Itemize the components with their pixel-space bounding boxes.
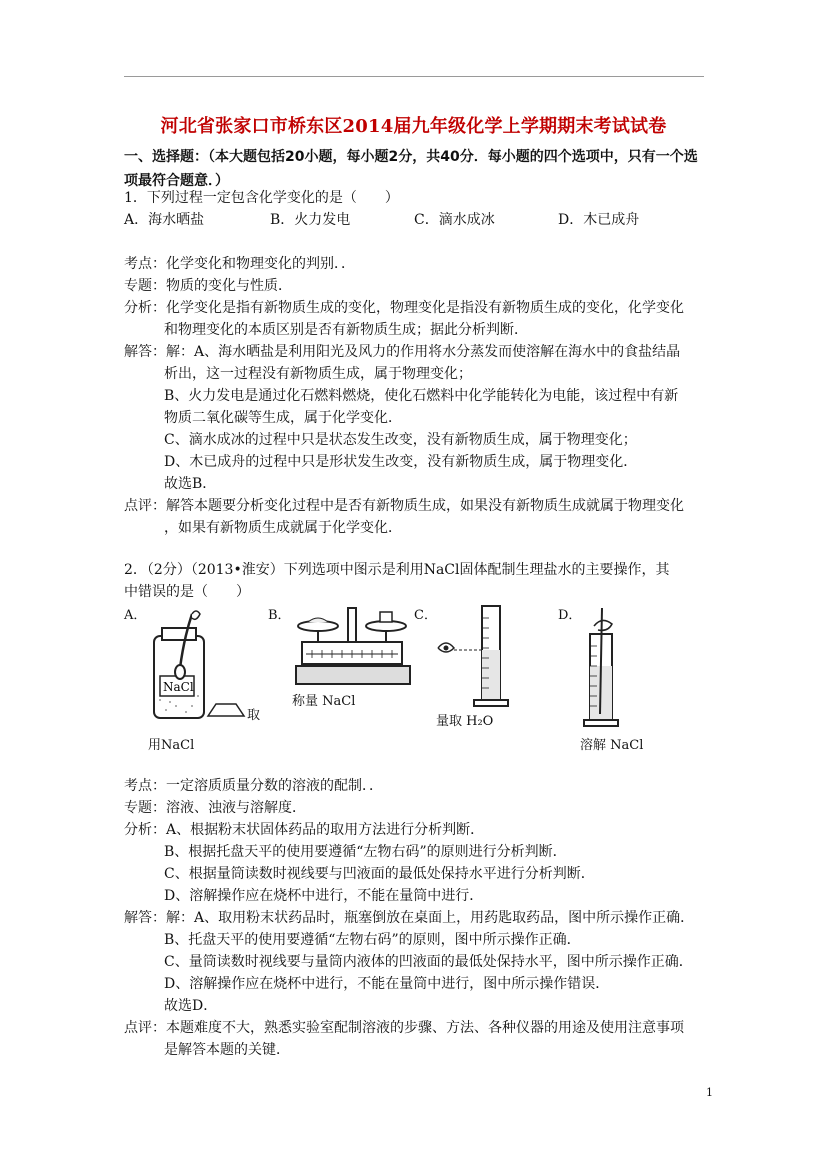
q2-fenxi-line: D、溶解操作应在烧杯中进行，不能在量筒中进行． bbox=[164, 888, 484, 904]
q2-zhuanti: 专题：溶液、浊液与溶解度． bbox=[124, 800, 306, 816]
q2-jieda-line: 故选D． bbox=[164, 998, 218, 1014]
q2-jieda-line: 解答：解：A、取用粉末状药品时，瓶塞倒放在桌面上，用药匙取药品，图中所示操作正确． bbox=[124, 910, 695, 926]
caption-d: 溶解 NaCl bbox=[580, 738, 644, 753]
figure-b-balance bbox=[292, 600, 414, 686]
q2-dianping-line: 是解答本题的关键． bbox=[164, 1042, 290, 1058]
q2-jieda-line: D、溶解操作应在烧杯中进行，不能在量筒中进行，图中所示操作错误． bbox=[164, 976, 610, 992]
figure-c-cylinder bbox=[432, 602, 512, 710]
q1-jieda-line: C、滴水成冰的过程中只是状态发生改变，没有新物质生成，属于物理变化； bbox=[164, 432, 637, 448]
q1-jieda-line: 解答：解：A、海水晒盐是利用阳光及风力的作用将水分蒸发而使溶解在海水中的食盐结晶 bbox=[124, 344, 681, 360]
q1-jieda-line: 析出，这一过程没有新物质生成，属于物理变化； bbox=[164, 366, 472, 382]
q2-jieda-line: B、托盘天平的使用要遵循“左物右码”的原则，图中所示操作正确． bbox=[164, 932, 581, 948]
bottle-label: NaCl bbox=[163, 680, 194, 694]
q1-kaodian: 考点：化学变化和物理变化的判别．． bbox=[124, 256, 355, 272]
q2-fenxi-line: C、根据量筒读数时视线要与凹液面的最低处保持水平进行分析判断． bbox=[164, 866, 595, 882]
q1-option-c: C．滴水成冰 bbox=[414, 212, 495, 228]
fig-label-c: C． bbox=[414, 608, 437, 623]
q2-fenxi-line: B、根据托盘天平的使用要遵循“左物右码”的原则进行分析判断． bbox=[164, 844, 567, 860]
caption-a-use: 用NaCl bbox=[148, 738, 195, 753]
fig-label-b: B． bbox=[268, 608, 291, 623]
q2-dianping-line: 点评：本题难度不大，熟悉实验室配制溶液的步骤、方法、各种仪器的用途及使用注意事项 bbox=[124, 1020, 684, 1036]
q1-jieda-line: 物质二氧化碳等生成，属于化学变化． bbox=[164, 410, 402, 426]
section-heading: 一、选择题：（本大题包括20小题，每小题2分，共40分．每小题的四个选项中，只有一个选项最符合题意．） bbox=[124, 149, 698, 189]
q1-zhuanti: 专题：物质的变化与性质． bbox=[124, 278, 292, 294]
q1-fenxi-line: 分析：化学变化是指有新物质生成的变化，物理变化是指没有新物质生成的变化，化学变化 bbox=[124, 300, 684, 316]
q1-fenxi-line: 和物理变化的本质区别是否有新物质生成；据此分析判断． bbox=[164, 322, 528, 338]
q2-stem-line: 中错误的是（ ） bbox=[124, 584, 250, 600]
caption-c: 量取 H₂O bbox=[436, 714, 494, 729]
q1-option-d: D．木已成舟 bbox=[558, 212, 640, 228]
caption-a-take: 取 bbox=[247, 708, 261, 723]
header-rule bbox=[124, 76, 704, 77]
q1-dianping-line: 点评：解答本题要分析变化过程中是否有新物质生成，如果没有新物质生成就属于物理变化 bbox=[124, 498, 684, 514]
page-title: 河北省张家口市桥东区2014届九年级化学上学期期末考试试卷 bbox=[160, 116, 667, 137]
q2-jieda-line: C、量筒读数时视线要与量筒内液体的凹液面的最低处保持水平，图中所示操作正确． bbox=[164, 954, 693, 970]
figure-d-dissolve bbox=[580, 604, 640, 730]
caption-b: 称量 NaCl bbox=[292, 694, 356, 709]
q2-stem-line: 2．（2分）（2013•淮安）下列选项中图示是利用NaCl固体配制生理盐水的主要操作，其 bbox=[124, 562, 670, 578]
q1-dianping-line: ，如果有新物质生成就属于化学变化． bbox=[164, 520, 402, 536]
q1-option-a: A．海水晒盐 bbox=[124, 212, 205, 228]
q1-jieda-line: 故选B． bbox=[164, 476, 217, 492]
q1-option-b: B．火力发电 bbox=[270, 212, 351, 228]
fig-label-d: D． bbox=[558, 608, 582, 623]
fig-label-a: A． bbox=[124, 608, 147, 623]
q2-kaodian: 考点：一定溶质质量分数的溶液的配制．． bbox=[124, 778, 383, 794]
q1-jieda-line: B、火力发电是通过化石燃料燃烧，使化石燃料中化学能转化为电能，该过程中有新 bbox=[164, 388, 679, 404]
q2-fenxi-line: 分析：A、根据粉末状固体药品的取用方法进行分析判断． bbox=[124, 822, 485, 838]
q1-stem: 1．下列过程一定包含化学变化的是（ ） bbox=[124, 190, 399, 206]
q1-jieda-line: D、木已成舟的过程中只是形状发生改变，没有新物质生成，属于物理变化． bbox=[164, 454, 638, 470]
page-number: 1 bbox=[706, 1086, 713, 1099]
